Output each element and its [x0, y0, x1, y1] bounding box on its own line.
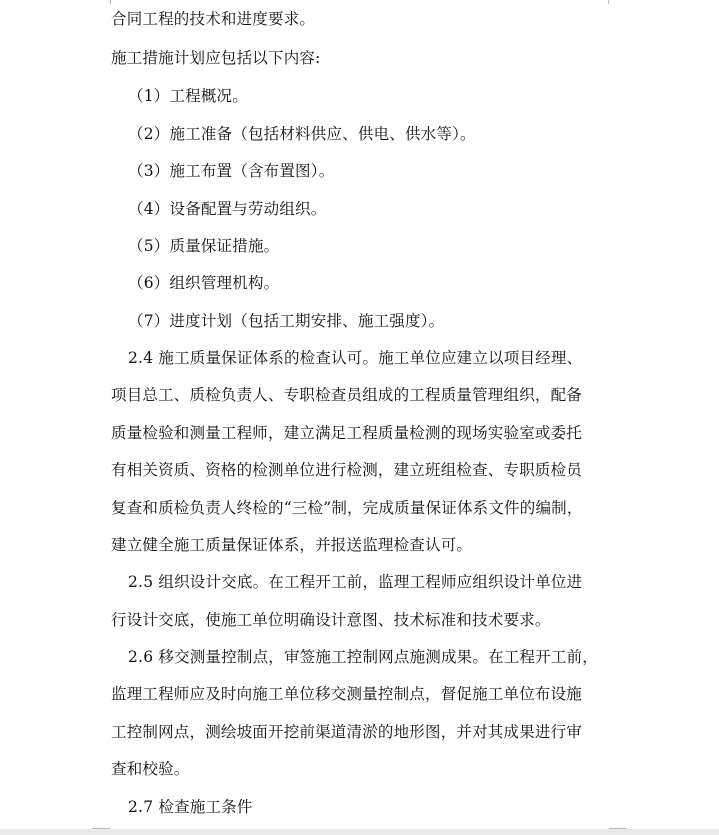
page-corner-mark-top-left [92, 0, 111, 4]
text-line: 质量检验和测量工程师，建立满足工程质量检测的现场实验室或委托 [111, 424, 583, 442]
text-line: 建立健全施工质量保证体系，并报送监理检查认可。 [111, 536, 473, 554]
text-line: 有相关资质、资格的检测单位进行检测，建立班组检查、专职质检员 [111, 461, 583, 479]
section-heading-line: 2.4 施工质量保证体系的检查认可。施工单位应建立以项目经理、 [128, 349, 583, 367]
text-line: 合同工程的技术和进度要求。 [111, 10, 316, 28]
text-line: 施工措施计划应包括以下内容: [111, 49, 321, 67]
text-line: 查和校验。 [111, 760, 190, 778]
text-line: 监理工程师应及时向施工单位移交测量控制点，督促施工单位布设施 [111, 685, 583, 703]
list-item: （6）组织管理机构。 [128, 274, 280, 292]
list-item: （2）施工准备（包括材料供应、供电、供水等）。 [128, 125, 476, 143]
list-item: （3）施工布置（含布置图）。 [128, 162, 335, 180]
text-line: 项目总工、质检负责人、专职检查员组成的工程质量管理组织，配备 [111, 386, 583, 404]
list-item: （4）设备配置与劳动组织。 [128, 200, 327, 218]
section-heading-line: 2.5 组织设计交底。在工程开工前，监理工程师应组织设计单位进 [128, 573, 583, 591]
section-heading-line: 2.7 检查施工条件 [128, 798, 253, 816]
page-corner-mark-top-right [608, 0, 627, 4]
text-line: 行设计交底，使施工单位明确设计意图、技术标准和技术要求。 [111, 611, 551, 629]
section-heading-line: 2.6 移交测量控制点，审签施工控制网点施测成果。在工程开工前， [128, 648, 598, 666]
list-item: （5）质量保证措施。 [128, 237, 280, 255]
text-line: 复查和质检负责人终检的“三检”制，完成质量保证体系文件的编制， [111, 499, 583, 517]
text-line: 工控制网点，测绘坡面开挖前渠道清淤的地形图，并对其成果进行审 [111, 723, 583, 741]
page-bottom-gap [0, 829, 719, 835]
list-item: （7）进度计划（包括工期安排、施工强度）。 [128, 312, 445, 330]
list-item: （1）工程概况。 [128, 87, 248, 105]
